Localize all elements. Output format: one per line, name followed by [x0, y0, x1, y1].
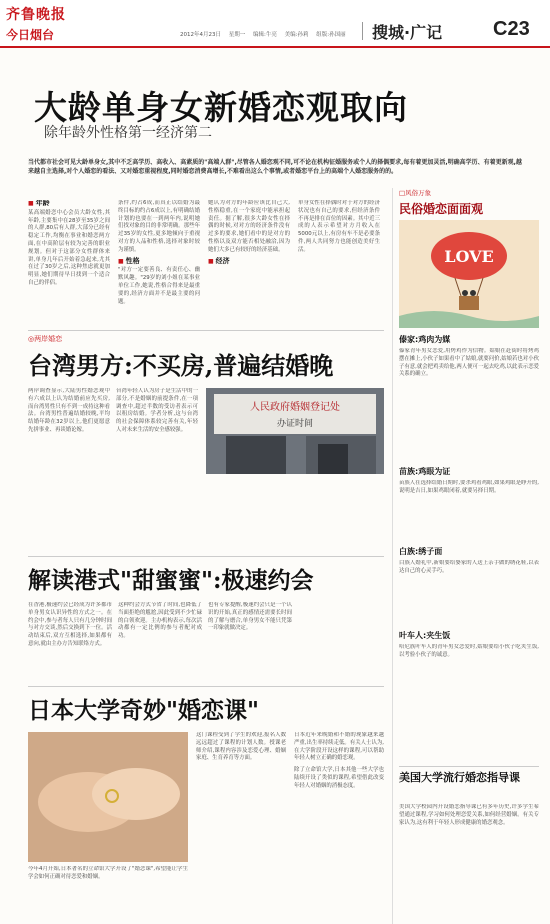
story2-col-3 [206, 478, 292, 548]
registry-office-photo [206, 388, 384, 474]
sidebar2-title: 美国大学流行婚恋指导课 [399, 771, 520, 784]
lead-headline: 大龄单身女新婚恋观取向 [34, 88, 408, 127]
lead-col1-text: 某高端婚恋中心会员大龄女性,其年龄,主要集中在28岁至35岁之间的人群,80后有人群,大部分已经有稳定工作,均衡在事业和婚恋两方面,在中高阶层有较为完善的职业规划。但对于这部分女性群体来讲,单身几年后开始着急起来,尤其在过了30岁之后,这种焦虑就更加明显,她们期待早日找到一个适合自己的伴侣。 [28, 209, 110, 286]
story4-photo [28, 732, 188, 862]
story-divider [28, 686, 384, 687]
sidebar-h1: 傣家:鸡肉为媒 [399, 335, 451, 344]
story4-col-2 [294, 732, 384, 920]
photo-sign: 人民政府婚姻登记处 [250, 402, 340, 413]
story-divider [28, 330, 384, 331]
masthead-divider [362, 22, 363, 40]
sidebar-tag: □风俗万象 [399, 189, 432, 197]
logo-line1: 齐鲁晚报 [6, 7, 66, 23]
sidebar-h3: 白族:绣子面 [399, 547, 443, 556]
sidebar-b2: 苗族人在选择结婚日期时,要杀鸡看鸡眼,如果鸡眼是睁开的,说明是吉日,如果鸡眼闭着,就要另择日期。 [399, 480, 539, 494]
issue-meta [180, 30, 352, 38]
story3-col-1: 在香港,极速约会已经成为许多都市单身男女认识异性的方式之一。在约会中,参与者每人只有几分钟时间与对方交谈,然后交换到下一位。活动结束后,双方互相选择,如果都有意向,就由主办方告知联络方式。 [28, 602, 112, 647]
lead-col-2 [118, 200, 200, 326]
story4-col-2-text: 日本近年来晚婚和不婚的现象越来越严重,出生率持续走低。有关人士认为,在大学阶段开设这样的课程,可以帮助年轻人树立正确的婚恋观。 [294, 732, 384, 762]
story4-col-1: 这门课程受到了学生的欢迎,报名人数远远超过了课程的计划人数。授课老师介绍,课程内容涉及恋爱心理、婚姻家庭、生育养育等方面。 [196, 732, 286, 762]
lead-col2b-text: "对方一定要善良、有责任心、幽默风趣。"29岁的刘小姐在某事业单位工作,她说,性格合得来是最重要的,经济方面并不是最主要的问题。 [118, 267, 200, 305]
story-divider [28, 556, 384, 557]
lead-col4-head: ■ 经济 [208, 258, 290, 266]
lead-col2-head: ■ 性格 [118, 258, 200, 266]
masthead [0, 0, 550, 48]
sidebar-title: 民俗婚恋面面观 [399, 202, 484, 216]
story2-tag: ◎两岸婚恋 [28, 335, 63, 343]
proof: 组版:孙国丽 [316, 32, 346, 38]
story2-col-2: 台湾年轻人认为房子是生活中的一部分,不是婚姻的前提条件,在一项调查中,超过半数的受访者表示可以租房结婚。学者分析,这与台湾的社会保障体系较完善有关,年轻人对未来生活的安全感较强。 [116, 388, 198, 433]
story3-col-2: 这种约会方式节省了时间,也降低了当面拒绝的尴尬,因此受到不少忙碌的白领欢迎。主办机构表示,每次活动都有一定比例的参与者配对成功。 [118, 602, 202, 640]
page-number: C23 [493, 18, 530, 40]
sidebar-b5: 美国大学校园内开设婚恋指导课已有多年历史,许多学生希望通过课程,学习如何处理恋爱关系,如何经营婚姻。有关专家认为,这有利于年轻人形成健康的婚恋观念。 [399, 804, 539, 826]
lead-col4-text: 单身女性在择偶时对于对方的经济状况也有自己的要求,但经济条件不再是排在首位的因素。其中近三成的人表示希望对方月收入在5000元以上,有房有车不是必要条件,两人共同努力也能创造美好生活。 [298, 200, 380, 253]
story3-col-3: 也有专家提醒,极速约会只是一个认识的开始,真正的感情还需要长时间的了解与磨合,单身男女不能只凭第一印象就做决定。 [208, 602, 292, 632]
lead-col-3 [208, 200, 290, 326]
story4-photo-caption: 今年4月开始,日本著名的立命馆大学开设了"婚恋课",希望能让学生学会如何正确对待恋爱和婚姻。 [28, 866, 188, 880]
sidebar-illustration [399, 220, 539, 328]
newspaper-logo [6, 4, 70, 43]
logo-line2: 今日烟台 [6, 28, 55, 42]
story2-photo [206, 388, 384, 474]
sidebar-b4: 哈尼族叶车人的青年男女恋爱时,姑娘要给小伙子吃夹生饭,以考验小伙子的诚意。 [399, 644, 539, 658]
designer: 美编:孙莉 [284, 32, 309, 38]
lead-col2-text: 条件,约占6成,而真正以结婚为最终目标的约占6成以上,有明确结婚计划的也要在一到两年内,说明她们找对象的目的非常明确。那些年过35岁的女性,更多地倾向于重视对方的人品和性格,选择对象时较为谨慎。 [118, 200, 200, 253]
story2-col-1: 两岸调查显示,大陆男性婚恋观中有六成以上认为结婚前应先买房,而台湾男性只有不到一成持这种看法。台湾男性普遍结婚较晚,平均结婚年龄在32岁以上,他们更愿意先拼事业、再谈婚论嫁。 [28, 388, 110, 433]
lead-col3-text: 她认为对方的年龄应该比自己大,性格稳重,在一个家庭中能承担起责任。据了解,很多大龄女性在择偶的时候,对对方的经济条件没有过多的要求,她们看中的是对方的性格以及双方能否相处融洽,因为她们大多已有较好的经济基础。 [208, 200, 290, 253]
sidebar-b1: 傣家青年男女恋爱,用烤鸡作为信物。姑娘在赶街时将烤鸡摆在摊上,小伙子如果看中了姑娘,就要问价,姑娘若也对小伙子有意,就会把鸡卖给他,两人便可一起去吃鸡,以此表示恋爱关系的确立。 [399, 348, 539, 378]
story4-headline: 日本大学奇妙"婚恋课" [28, 697, 259, 724]
story3-headline: 解读港式"甜蜜蜜":极速约会 [28, 567, 314, 594]
hands-ring-photo [28, 732, 188, 862]
love-word: LOVE [444, 247, 494, 266]
editor: 编辑:牛亮 [253, 32, 277, 38]
lead-body [28, 200, 380, 326]
sidebar-h2: 苗族:鸡眼为证 [399, 467, 451, 476]
story4-col-3-text: 除了立命馆大学,日本其他一些大学也陆续开设了类似的课程,希望借此改变年轻人对婚姻的消极态度。 [294, 767, 384, 789]
sidebar-divider [399, 766, 539, 767]
sidebar-b3: 白族人婚礼中,新娘要给婆家的人送上亲手做的绣花鞋,以表达自己的心灵手巧。 [399, 560, 539, 574]
section-name: 搜城·广记 [372, 23, 443, 42]
lead-subheadline: 除年龄外性格第一经济第二 [44, 125, 212, 141]
story2-headline: 台湾男方:不买房,普遍结婚晚 [28, 351, 334, 380]
issue-weekday: 星期一 [228, 32, 246, 38]
lead-col-4 [298, 200, 380, 326]
lead-col1-head: ■ 年龄 [28, 200, 110, 208]
right-sidebar [392, 188, 544, 924]
lead-intro: 当代都市社会可见大龄单身女,其中不乏高学历、高收入、高素质的"高端人群",尽管各人婚恋观不同,可不论在机构征婚服务或个人的择偶要求,每有着更加灵活,明确高学历、有着更新观,越来越自主选择,对个人婚恋的看法、又对婚恋重视程度,同时婚恋消费高增长,不难看出这么个事情,或者婚恋平台上的高端个人婚恋服务的的。 [28, 159, 522, 175]
sidebar-h4: 叶车人:夹生饭 [399, 631, 451, 640]
lead-col-1 [28, 200, 110, 326]
photo-sign-2: 办证时间 [276, 419, 314, 429]
balloon-illustration [399, 220, 539, 328]
issue-date: 2012年4月23日 [180, 32, 221, 38]
